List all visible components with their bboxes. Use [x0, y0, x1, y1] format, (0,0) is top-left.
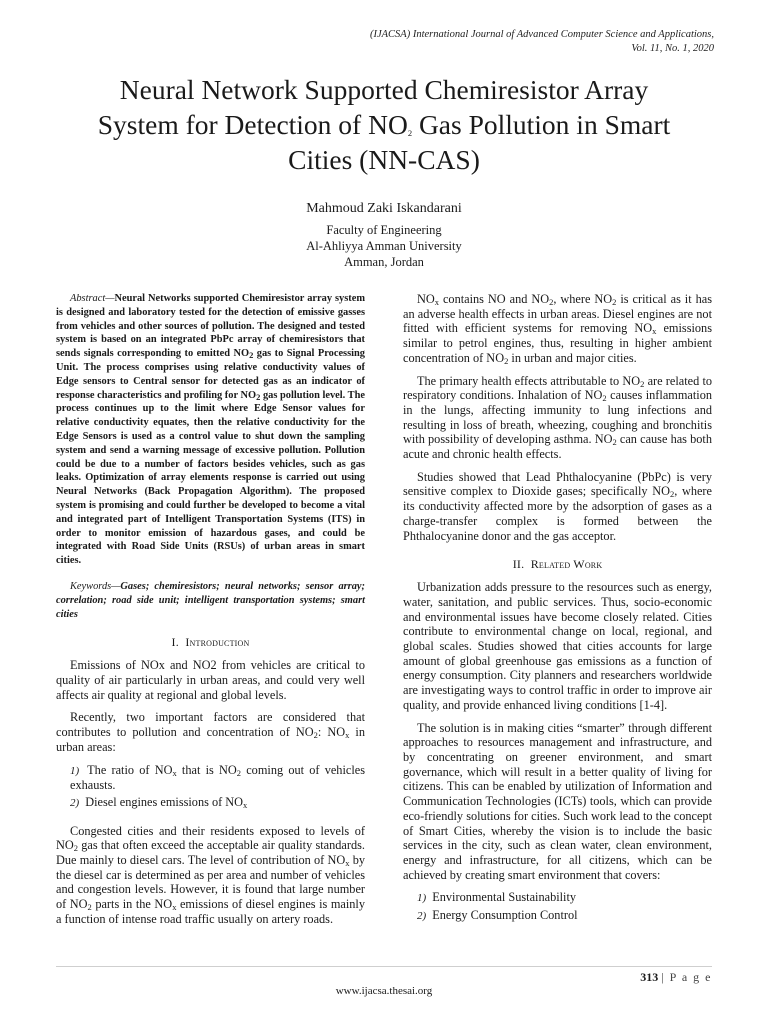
intro-paragraph-2: Recently, two important factors are considered that contributes to pollution and concentration of $NO_2$: $NO_x$ in urban areas: — [56, 710, 365, 754]
author-name: Mahmoud Zaki Iskandarani — [306, 201, 462, 216]
intro-paragraph-3: Congested cities and their residents exposed to levels of $NO_2$ gas that often exceed the acceptable air quality standards. Due mainly to diesel cars. The level of contribution of $NO_x$ by the diesel car is determined as per area and number of vehicles and congestion levels. However, it is found that large number of $NO_2$ parts in the $NO_x$ emissions of diesel engines is mainly a function of intense road traffic usually on artery roads. — [56, 823, 365, 926]
page-number: 313 | P a g e — [640, 970, 712, 984]
body-paragraph: $NO_x$ contains NO and $NO_2$, where $NO_2$ is critical as it has an adverse health effects in urban areas. Diesel engines are not fitted with efficient systems for removing $NO_x$ emissions similar to petrol engines, thus, resulting in higher ambient concentration of $NO_2$ in urban and major cities. — [403, 292, 712, 366]
affiliation-location: Amman, Jordan — [344, 255, 424, 269]
journal-header — [370, 28, 714, 55]
journal-name: (IJACSA) International Journal of Advanced Computer Science and Applications, — [369, 29, 714, 40]
list-item: 2) Diesel engines emissions of $NO_x$ — [70, 794, 248, 810]
list-item: 1) The ratio of $NO_x$ that is $NO_2$ coming out of vehicles exhausts. — [70, 762, 365, 793]
list-item: 2) Energy Consumption Control — [417, 908, 578, 923]
body-paragraph: The primary health effects attributable to $NO_2$ are related to respiratory conditions. Inhalation of $NO_2$ causes inflammation in the lungs, affecting immunity to lung infections and resulting in loss of breath, wheezing, coughing and bronchitis with possibility of developing asthma. $NO_2$ can cause has both acute and chronic health effects. — [403, 373, 713, 462]
body-paragraph: Studies showed that Lead Phthalocyanine (PbPc) is very sensitive complex to Dioxide gases; specifically $NO_2$, where its conductivity affected more by the adsorption of gases as a charge-transfer complex is formed between the Phthalocyanine donor and the gas acceptor. — [403, 469, 712, 543]
author-block — [0, 200, 768, 270]
affiliation-university: Al-Ahliyya Amman University — [306, 239, 462, 253]
keywords: Keywords—Gases; chemiresistors; neural networks; sensor array; correlation; road side unit; intelligent transportation systems; smart cities — [56, 580, 365, 620]
body-paragraph: The solution is in making cities “smarter” through different approaches to resources management and infrastructure, and by concentrating on greener environment, and smart governance, which will result in a better quality of living for citizens. This can be enabled by utilization of Information and Communication Technologies (ICTs) tools, which can provide eco-friendly solutions for cities. Such work lead to the concept of Smart Cities, whereby the vision is to include the basic services in the city, such as clean water, clean environment, energy and infrastructure, for all citizens, which can be achieved by creating smart environment that covers: — [403, 720, 712, 882]
list-item: 1) Environmental Sustainability — [417, 890, 577, 905]
footer-divider — [56, 966, 712, 967]
section-heading-introduction: I. Introduction — [171, 635, 250, 650]
journal-url: www.ijacsa.thesai.org — [335, 985, 433, 997]
body-paragraph: Urbanization adds pressure to the resources such as energy, water, sanitation, and public services. Thus, socio-economic and environmental issues have become closely related. Cities contribute to environmental change on local, regional, and global scales. Studies showed that cities accounts for large amount of global greenhouse gas emissions as a function of energy consumption. City planners and researchers worldwide are investigating ways to control traffic in order to improve air quality, and provide enhanced living conditions [1-4]. — [403, 580, 712, 712]
abstract: Abstract—Neural Networks supported Chemiresistor array system is designed and laboratory tested for the detection of emissive gasses from vehicles and other sources of pollution. The designed and tested system is based on an integrated PbPc array of chemiresistors that sends signals corresponding to emitted $NO_2$ gas to Signal Processing Unit. The process comprises using relative conductivity values of Edge sensors to Central sensor for detected gas as an indicator of response characteristics and profiling for $NO_2$ gas pollution level. The process continues up to the limit where Edge Sensor values for relative conductivity equates, then the relative conductivity for the Edge Sensors is used as a control value to shut down the sampling system and send a warning message of excessive pollution. Pollution could be due to a number of factors besides vehicles, such as gas leaks. Optimization of array elements response is carried out using Neural Networks (Back Propagation Algorithm). The proposed system is promising and could further be developed to become a vital and integrated part of Intelligent Transportation Systems (ITS) in order to monitor emission of hazardous gases, and could be integrated with Road Side Units (RSUs) of urban areas in smart cities. — [56, 293, 366, 567]
journal-volume: Vol. 11, No. 1, 2020 — [631, 42, 714, 54]
left-column — [56, 292, 365, 927]
paper-title: Neural Network Supported Chemiresistor Array System for Detection of $NO_2$ Gas Pollution in Smart Cities (NN-CAS) — [97, 74, 671, 175]
affiliation-faculty: Faculty of Engineering — [326, 223, 442, 237]
intro-paragraph-1: Emissions of NOx and NO2 from vehicles are critical to quality of air particularly in urban areas, and could very well affects air quality at regional and global levels. — [56, 658, 365, 702]
right-column — [403, 292, 712, 924]
section-heading-related-work: II. Related Work — [512, 557, 603, 572]
